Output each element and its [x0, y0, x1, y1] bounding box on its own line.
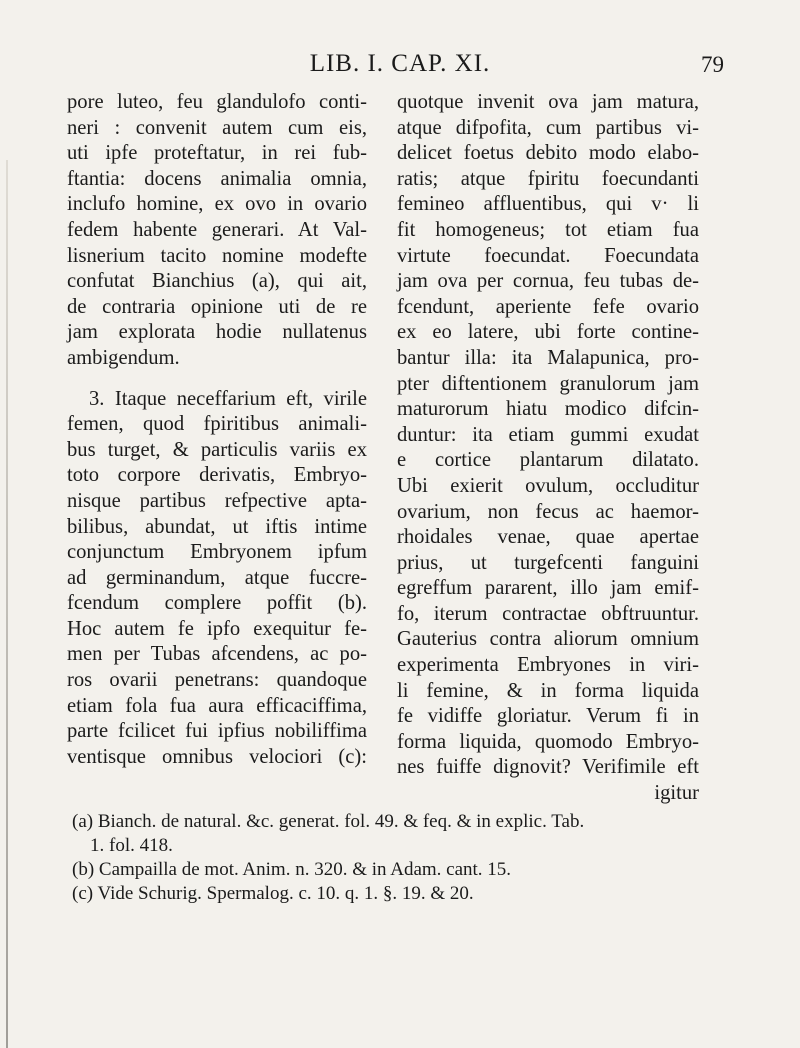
text-line: e cortice plantarum dilatato. — [397, 449, 699, 472]
text-line: fcendunt, aperiente fefe ovario — [397, 295, 699, 318]
footnote-b: (b) Campailla de mot. Anim. n. 320. & in Adam. cant. 15. — [72, 859, 512, 880]
text-line: Gauterius contra aliorum omnium — [397, 628, 699, 651]
text-line: bantur illa: ita Malapunica, pro- — [397, 346, 699, 369]
text-line: quotque invenit ova jam matura, — [397, 91, 699, 113]
text-line: fedem habente generari. At Val- — [67, 218, 367, 241]
text-line: li femine, & in forma liquida — [397, 679, 699, 702]
text-line: ros ovarii penetrans: quandoque — [67, 669, 367, 692]
text-line: forma liquida, quomodo Embryo- — [397, 730, 699, 753]
text-line: fit homogeneus; tot etiam fua — [397, 218, 699, 241]
text-line: rhoidales venae, quae apertae — [397, 526, 699, 549]
text-line: bilibus, abundat, ut iftis intime — [67, 515, 367, 538]
text-line: jam ova per cornua, feu tubas de- — [397, 270, 699, 293]
text-line: maturorum hiatu modico difcin- — [397, 398, 699, 421]
text-line: lisnerium tacito nomine modefte — [67, 244, 367, 267]
text-line: confutat Bianchius (a), qui ait, — [67, 270, 367, 293]
text-line: bus turget, & particulis variis ex — [67, 438, 367, 461]
text-line: jam explorata hodie nullatenus — [67, 321, 367, 344]
text-line: femen, quod fpiritibus animali- — [67, 413, 367, 436]
text-line: nes fuiffe dignovit? Verifimile eft — [397, 756, 699, 779]
text-line: ftantia: docens animalia omnia, — [67, 167, 367, 190]
paragraph-start-line: 3. Itaque neceffarium eft, virile — [89, 387, 367, 410]
text-line: prius, ut turgefcenti fanguini — [397, 551, 699, 574]
footnotes — [72, 810, 712, 906]
footnote-a: (a) Bianch. de natural. &c. generat. fol. 49. & feq. & in explic. Tab. — [72, 811, 585, 832]
text-line: de contraria opinione uti de re — [67, 295, 367, 318]
text-line: etiam fola fua aura efficaciffima, — [67, 694, 367, 717]
text-line: Hoc autem fe ipfo exequitur fe- — [67, 617, 367, 640]
text-line: virtute foecundat. Foecundata — [397, 244, 699, 267]
text-line: ratis; atque fpiritu foecundanti — [397, 167, 699, 190]
text-line: parte fcilicet fui ipfius nobiliffima — [67, 720, 367, 743]
text-line: fcendum complere poffit (b). — [67, 592, 367, 615]
text-line: uti ipfe proteftatur, in rei fub- — [67, 142, 367, 165]
text-line: atque difpofita, cum partibus vi- — [397, 116, 699, 139]
running-head: LIB. I. CAP. XI. — [309, 50, 491, 77]
text-line: ex eo latere, ubi forte contine- — [397, 321, 699, 344]
text-line: femineo affluentibus, qui v· li — [397, 193, 699, 216]
page-header — [0, 44, 800, 84]
page-number: 79 — [701, 52, 724, 77]
text-line: men per Tubas afcendens, ac po- — [67, 643, 367, 666]
text-line: fo, iterum contractae obftruuntur. — [397, 602, 699, 625]
text-line: duntur: ita etiam gummi exudat — [397, 423, 699, 446]
text-line: ambigendum. — [67, 346, 180, 369]
text-line: neri : convenit autem cum eis, — [67, 116, 367, 139]
text-line: experimenta Embryones in viri- — [397, 654, 699, 677]
text-line: egreffum pararent, illo jam emif- — [397, 577, 699, 600]
footnote-a-continued: 1. fol. 418. — [90, 835, 173, 856]
left-column — [67, 90, 367, 770]
text-line: pter diftentionem granulorum jam — [397, 372, 699, 395]
text-line: ventisque omnibus velociori (c): — [67, 745, 367, 768]
footnote-c: (c) Vide Schurig. Spermalog. c. 10. q. 1. §. 19. & 20. — [72, 883, 474, 904]
text-line: inclufo homine, ex ovo in ovario — [67, 193, 367, 216]
text-line: nisque partibus refpective apta- — [67, 489, 367, 512]
text-line: delicet foetus debito modo elabo- — [397, 142, 699, 165]
text-line: toto corpore derivatis, Embryo- — [67, 464, 367, 487]
right-column — [397, 90, 699, 807]
text-line: ad germinandum, atque fuccre- — [67, 566, 367, 589]
text-line: Ubi exierit ovulum, occluditur — [397, 474, 699, 497]
page-edge-shadow — [6, 160, 8, 1048]
text-line: conjunctum Embryonem ipfum — [67, 541, 367, 564]
text-line: pore luteo, feu glandulofo conti- — [67, 91, 367, 113]
catchword: igitur — [654, 782, 699, 805]
text-line: ovarium, non fecus ac haemor- — [397, 500, 699, 523]
text-line: fe vidiffe gloriatur. Verum fi in — [397, 705, 699, 728]
